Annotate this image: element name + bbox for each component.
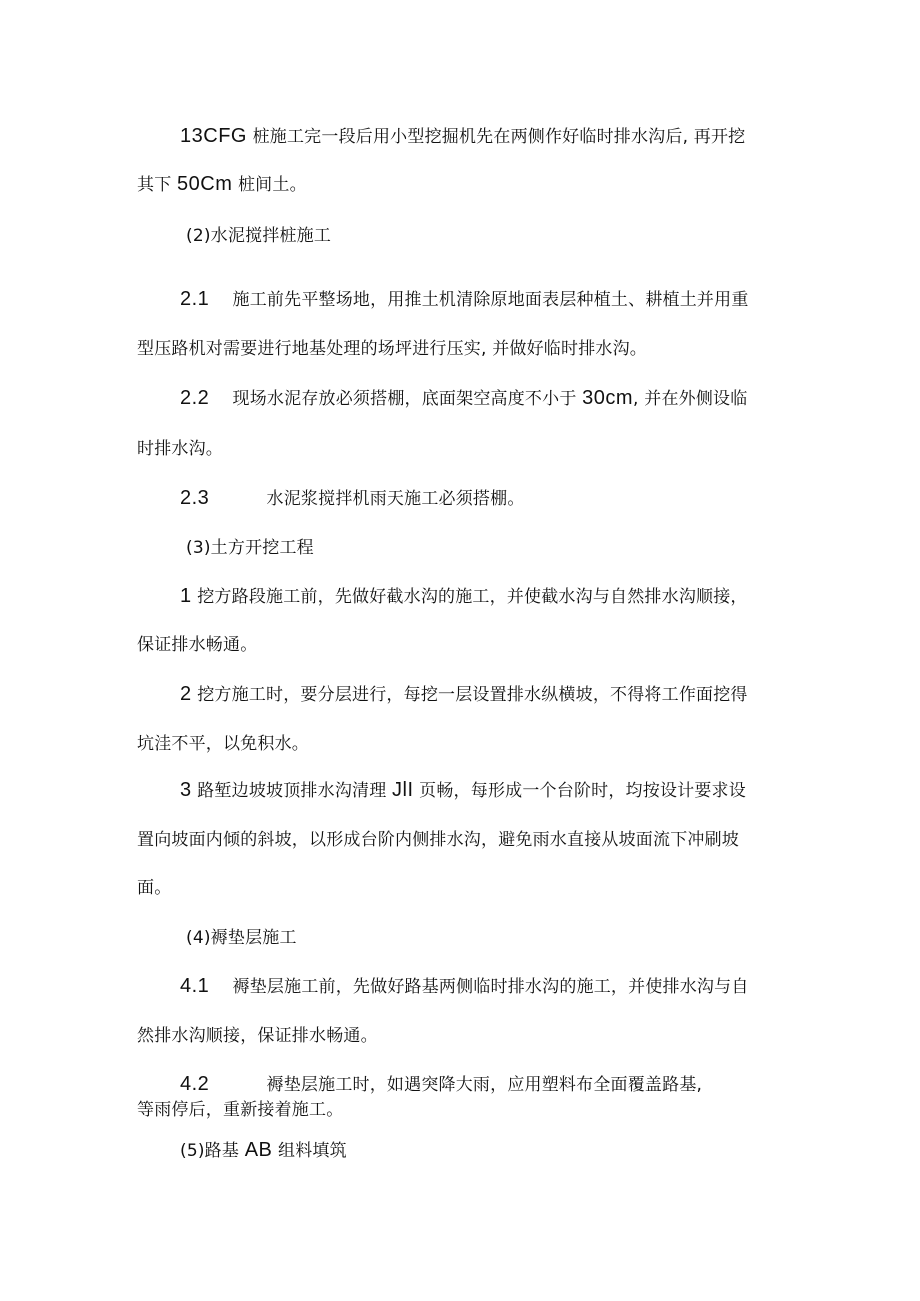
paragraph-1-measure: 50Cm: [177, 173, 233, 195]
heading-5-code: AB: [244, 1139, 273, 1161]
paragraph-2-2-measure: 30cm: [582, 387, 634, 409]
paragraph-3-2-line-2: 坑洼不平，以免积水。: [137, 734, 309, 754]
paragraph-2-2-text-pre: 现场水泥存放必须搭棚，底面架空高度不小于: [232, 389, 577, 409]
heading-5: [180, 1138, 347, 1163]
paragraph-3-2-text: 挖方施工时，要分层进行，每挖一层设置排水纵横坡，不得将工作面挖得: [197, 685, 748, 705]
paragraph-2-1-text: 施工前先平整场地，用推土机清除原地面表层种植土、耕植土并用重: [232, 290, 749, 310]
paragraph-4-1-line-1: [180, 974, 749, 999]
heading-2: (2)水泥搅拌桩施工: [186, 226, 332, 246]
paragraph-2-2-line-2: 时排水沟。: [137, 439, 223, 459]
paragraph-4-2-line-2: 等雨停后，重新接着施工。: [137, 1100, 344, 1120]
paragraph-1-line-1: [180, 124, 745, 149]
heading-5-pre: (5)路基: [180, 1141, 240, 1161]
paragraph-3-3-text-post: 页畅，每形成一个台阶时，均按设计要求设: [419, 781, 746, 801]
paragraph-1-text: 桩施工完一段后用小型挖掘机先在两侧作好临时排水沟后, 再开挖: [252, 127, 746, 147]
paragraph-2-3-text: 水泥浆搅拌机雨天施工必须搭棚。: [266, 489, 525, 509]
paragraph-1-number: 13CFG: [180, 125, 247, 147]
paragraph-3-3-number: 3: [180, 779, 192, 801]
paragraph-3-3-ocr-fragment: JlI: [392, 779, 414, 801]
paragraph-4-2-number: 4.2: [180, 1073, 210, 1095]
paragraph-3-1-text: 挖方路段施工前，先做好截水沟的施工，并使截水沟与自然排水沟顺接，: [197, 587, 748, 607]
paragraph-3-1-number: 1: [180, 585, 192, 607]
paragraph-3-3-line-3: 面。: [137, 878, 172, 898]
paragraph-3-3-line-2: 置向坡面内倾的斜坡，以形成台阶内侧排水沟，避免雨水直接从坡面流下冲刷坡: [137, 830, 739, 850]
paragraph-3-3-line-1: [180, 778, 746, 803]
paragraph-3-1-line-2: 保证排水畅通。: [137, 635, 258, 655]
paragraph-2-2-number: 2.2: [180, 387, 210, 409]
paragraph-2-1-number: 2.1: [180, 288, 210, 310]
paragraph-4-2-text: 褥垫层施工时，如遇突降大雨，应用塑料布全面覆盖路基,: [266, 1075, 703, 1095]
paragraph-1-text-pre: 其下: [137, 175, 172, 195]
paragraph-2-1-line-1: [180, 287, 749, 312]
paragraph-1-text-post: 桩间土。: [237, 175, 307, 195]
paragraph-2-3: [180, 486, 525, 511]
paragraph-2-3-number: 2.3: [180, 487, 210, 509]
heading-3: (3)土方开挖工程: [186, 538, 314, 558]
heading-4: (4)褥垫层施工: [186, 928, 297, 948]
paragraph-1-line-2: [137, 172, 307, 197]
paragraph-2-2-line-1: [180, 386, 747, 411]
paragraph-3-3-text-pre: 路堑边坡坡顶排水沟清理: [197, 781, 387, 801]
heading-5-post: 组料填筑: [278, 1141, 347, 1161]
paragraph-3-2-line-1: [180, 682, 748, 707]
paragraph-3-2-number: 2: [180, 683, 192, 705]
paragraph-4-1-text: 褥垫层施工前，先做好路基两侧临时排水沟的施工，并使排水沟与自: [232, 977, 749, 997]
paragraph-4-1-line-2: 然排水沟顺接，保证排水畅通。: [137, 1026, 378, 1046]
paragraph-4-2-line-1: [180, 1072, 702, 1097]
paragraph-3-1-line-1: [180, 584, 748, 609]
paragraph-2-2-text-post: , 并在外侧设临: [633, 389, 748, 409]
paragraph-4-1-number: 4.1: [180, 975, 210, 997]
paragraph-2-1-line-2: 型压路机对需要进行地基处理的场坪进行压实, 并做好临时排水沟。: [137, 339, 648, 359]
